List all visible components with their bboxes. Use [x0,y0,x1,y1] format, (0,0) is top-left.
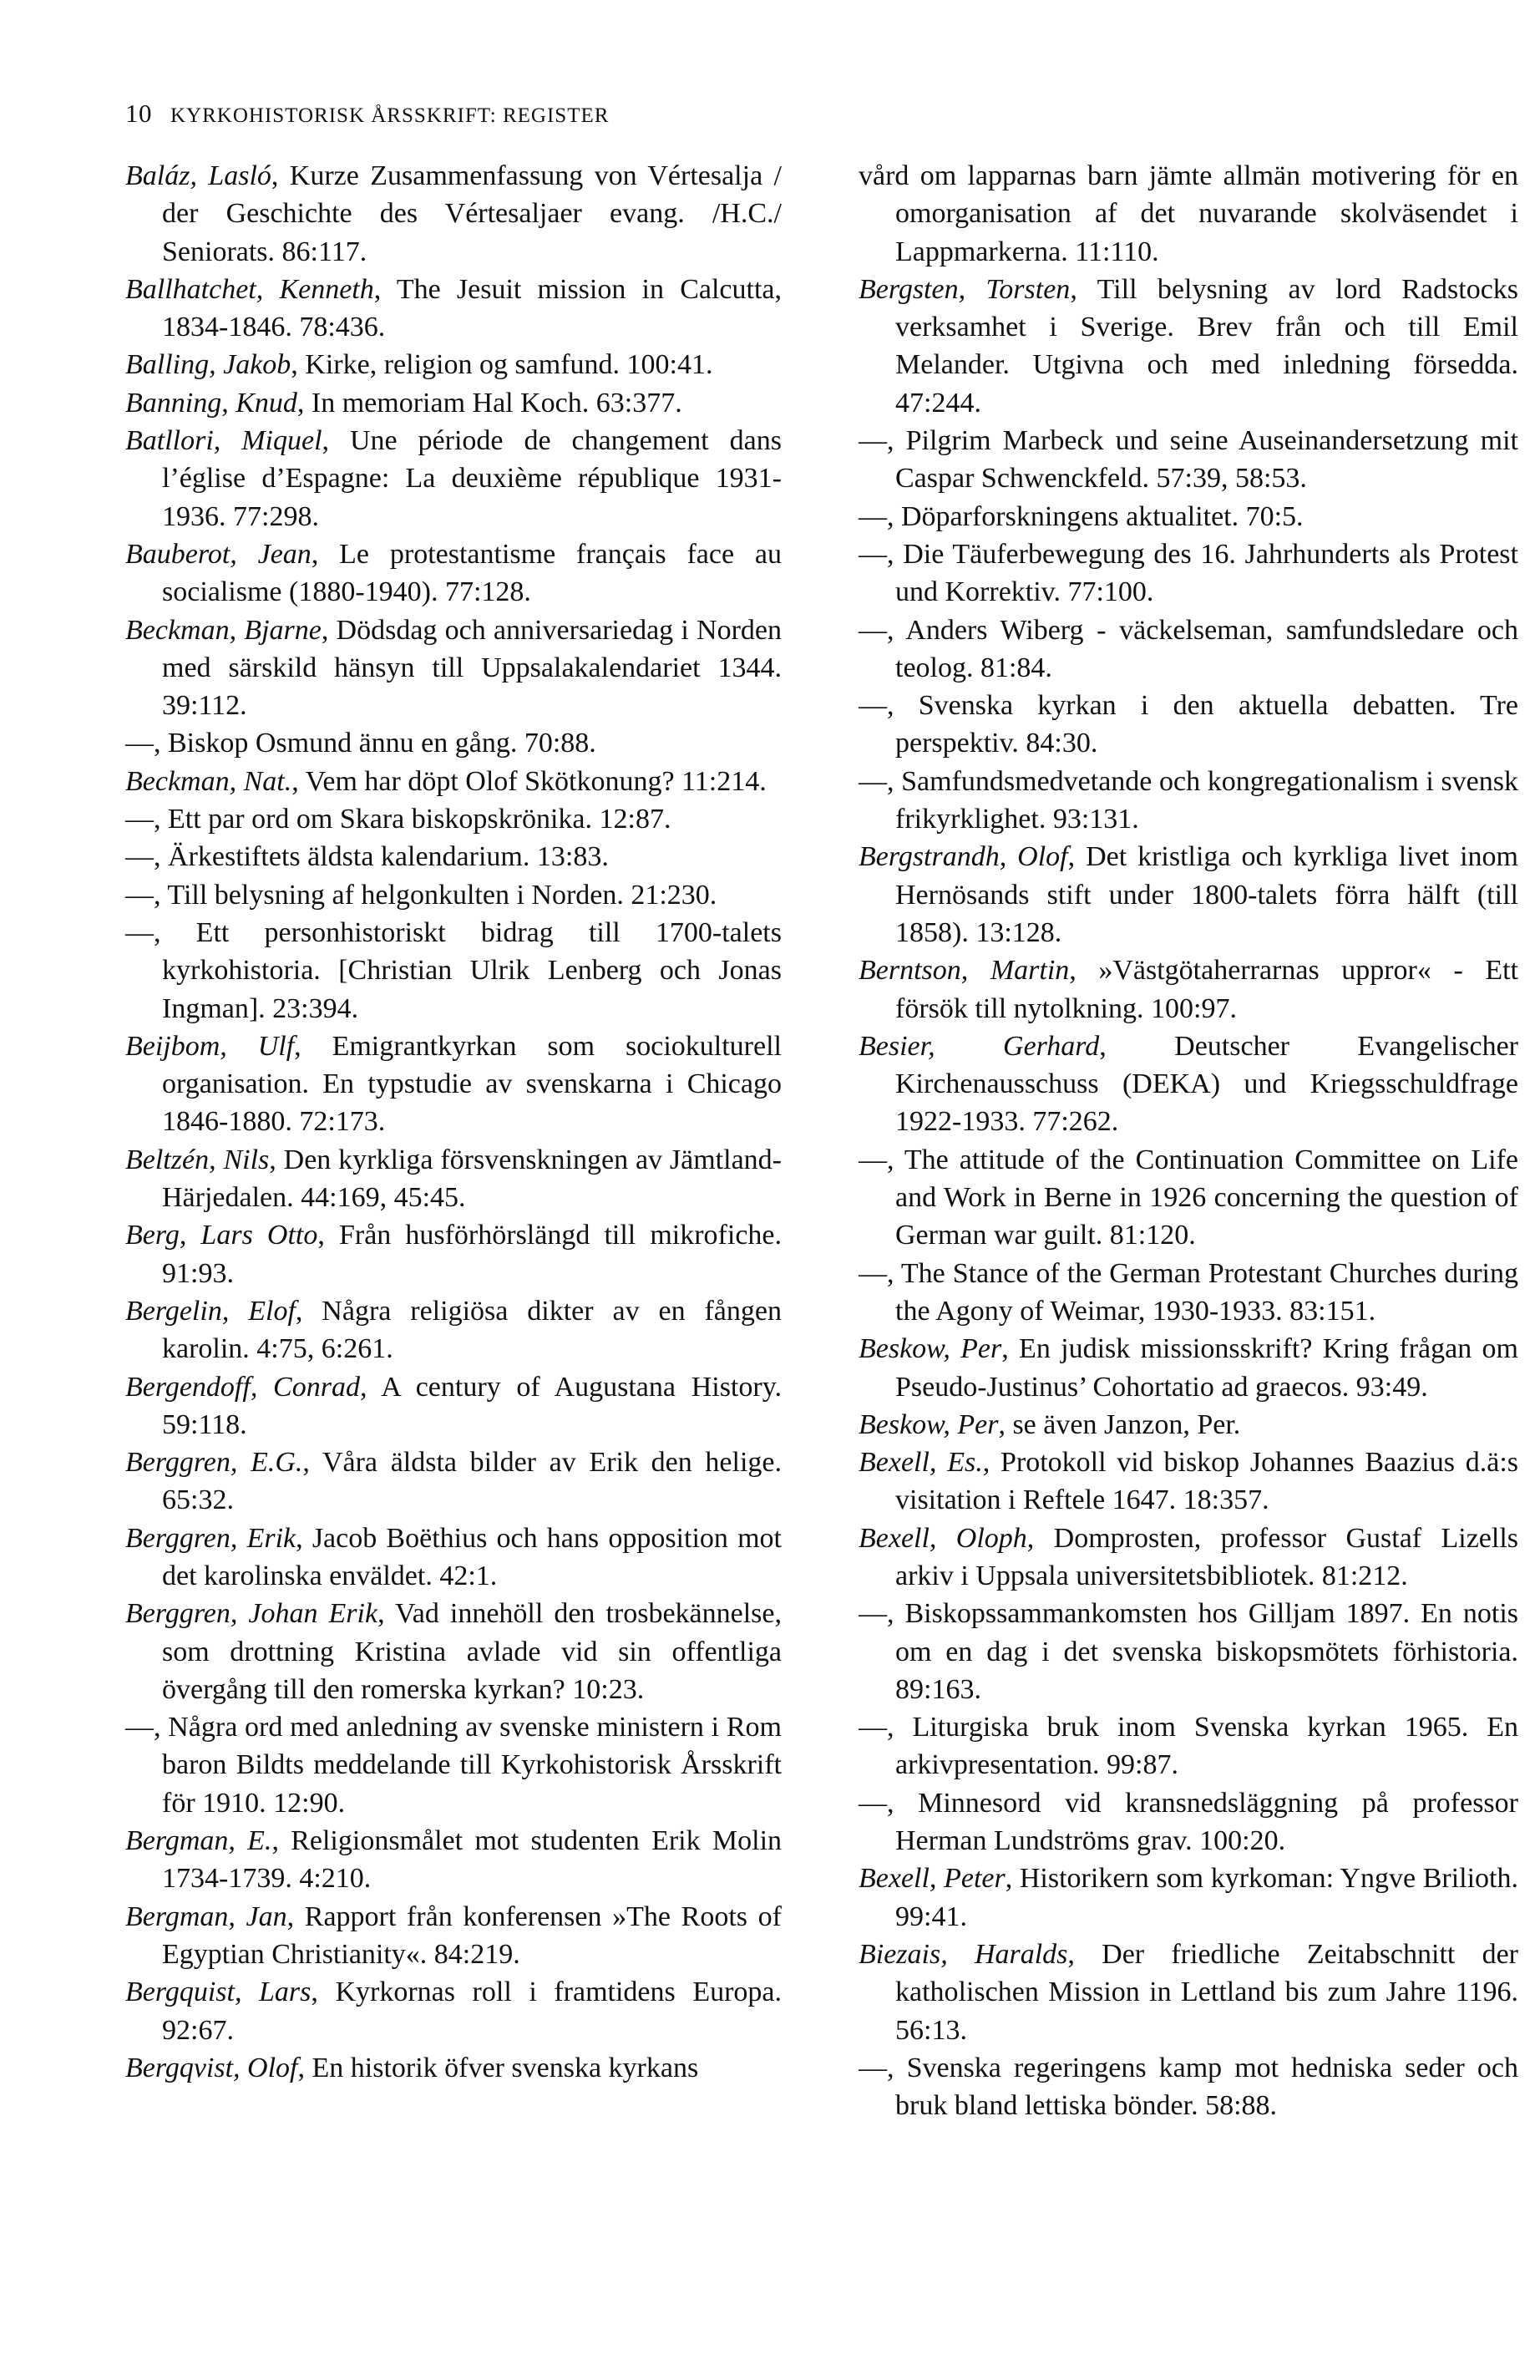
index-entry [859,1708,1518,1784]
index-entry [859,2049,1518,2125]
entry-text: , Till belysning av lord Radstocks verksamhet i Sverige. Brev från och till Emil Melander. Utgivna och med inledning försedda. 47:244. [895,273,1519,419]
entry-author: Biezais, Haralds [859,1938,1068,1970]
entry-text: , Det kristliga och kyrkliga livet inom Hernösands stift under 1800-talets förra hälft (till 1858). 13:128. [895,841,1518,948]
entry-text: —, Ärkestiftets äldsta kalendarium. 13:83. [125,841,609,873]
index-entry [125,2049,782,2087]
entry-text: , »Västgötaherrarnas uppror« - Ett försök till nytolkning. 100:97. [895,955,1518,1024]
entry-author: Besier, Gerhard [859,1030,1100,1062]
index-entry [859,1330,1518,1406]
entry-text: —, Till belysning af helgonkulten i Norden. 21:230. [125,879,717,911]
page-number: 10 [125,99,152,128]
index-entry [125,763,782,800]
entry-text: , Der friedliche Zeitabschnitt der katholischen Mission in Lettland bis zum Jahre 1196. 56:13. [895,1938,1518,2046]
index-entry [859,1444,1518,1520]
index-entry [859,1520,1518,1596]
index-entry [125,1444,782,1520]
entry-text: , Protokoll vid biskop Johannes Baazius d.ä:s visitation i Reftele 1647. 18:357. [895,1447,1518,1516]
entry-text: —, Liturgiska bruk inom Svenska kyrkan 1965. En arkivpresentation. 99:87. [859,1712,1518,1781]
entry-author: Bergqvist, Olof [125,2052,298,2083]
entry-author: Beckman, Nat. [125,765,292,797]
entry-author: Bergstrandh, Olof [859,841,1068,873]
entry-text: , Rapport från konferensen »The Roots of Egyptian Christianity«. 84:219. [162,1900,782,1970]
entry-text: , Några religiösa dikter av en fången karolin. 4:75, 6:261. [162,1295,782,1365]
entry-text: , Vem har döpt Olof Skötkonung? 11:214. [291,765,767,797]
entry-text: , Kirke, religion og samfund. 100:41. [291,349,713,381]
index-entry [859,687,1518,763]
index-entry [125,800,782,838]
index-entry [125,422,782,535]
entry-author: Beskow, Per [859,1333,1002,1365]
running-title: KYRKOHISTORISK ÅRSSKRIFT: REGISTER [170,104,610,127]
index-entry [859,1028,1518,1141]
index-entry [125,611,782,725]
index-entry [125,384,782,422]
entry-author: Bexell, Oloph [859,1522,1027,1554]
index-entry [859,1595,1518,1708]
index-entry [859,1141,1518,1255]
entry-author: Berg, Lars Otto [125,1220,318,1251]
entry-text: —, Die Täuferbewegung des 16. Jahrhunderts als Protest und Korrektiv. 77:100. [859,538,1518,608]
index-entry [125,1141,782,1217]
entry-text: , Domprosten, professor Gustaf Lizells arkiv i Uppsala universitetsbibliotek. 81:212. [895,1522,1518,1591]
index-entry [859,422,1518,498]
index-entry [125,1973,782,2049]
index-entry [125,914,782,1028]
index-entry [859,535,1518,611]
entry-author: Baláz, Lasló [125,160,271,191]
index-entry [859,271,1518,422]
index-entry [125,1708,782,1822]
entry-text: , Kyrkornas roll i framtidens Europa. 92:67. [162,1977,783,2046]
entry-text: , A century of Augustana History. 59:118. [162,1371,782,1440]
left-column [125,157,782,2087]
entry-text: vård om lapparnas barn jämte allmän motivering för en omorganisation af det nuvarande skolväsendet i Lappmarkerna. 11:110. [859,160,1518,267]
index-entry [859,611,1518,688]
entry-author: Balling, Jakob [125,349,291,381]
entry-author: Beltzén, Nils [125,1144,270,1175]
entry-author: Berggren, Johan Erik [125,1598,378,1630]
entry-author: Berntson, Martin [859,955,1070,987]
index-entry [859,1936,1518,2049]
entry-author: Bergendoff, Conrad [125,1371,360,1403]
index-entry [125,1822,782,1898]
index-entry [859,157,1518,271]
entry-author: Bexell, Es. [859,1447,983,1479]
right-column [859,157,1518,2124]
entry-text: , Historikern som kyrkoman: Yngve Brilioth. 99:41. [895,1863,1518,1932]
index-entry [125,1898,782,1974]
index-entry [125,271,782,347]
entry-author: Beskow, Per [859,1408,999,1440]
index-entry [125,535,782,611]
index-entry [859,1406,1518,1444]
entry-author: Beijbom, Ulf [125,1030,295,1062]
entry-text: , Dödsdag och anniversariedag i Norden med särskild hänsyn till Uppsalakalendariet 1344. 39:112. [162,614,782,722]
entry-text: —, Biskopssammankomsten hos Gilljam 1897. En notis om en dag i det svenska biskopsmötets förhistoria. 89:163. [859,1598,1518,1705]
index-entry [125,1368,782,1444]
entry-author: Bexell, Peter [859,1863,1006,1895]
entry-text: , Vad innehöll den trosbekännelse, som drottning Kristina avlade vid sin offentliga övergång till den romerska kyrkan? 10:23. [162,1598,782,1705]
entry-text: —, Ett par ord om Skara biskopskrönika. 12:87. [125,804,671,835]
index-entry [125,876,782,914]
index-entry [125,1028,782,1141]
index-entry [859,1860,1518,1936]
entry-text: —, Samfundsmedvetande och kongregationalism i svensk frikyrklighet. 93:131. [859,765,1518,835]
index-entry [859,498,1518,535]
entry-text: —, The attitude of the Continuation Committee on Life and Work in Berne in 1926 concerning the question of German war guilt. 81:120. [859,1144,1518,1251]
index-entry [125,157,782,271]
entry-author: Bergquist, Lars [125,1977,312,2008]
index-entry [125,346,782,383]
entry-text: —, Biskop Osmund ännu en gång. 70:88. [125,728,596,759]
entry-author: Bergman, E. [125,1825,272,1857]
index-entry [125,838,782,875]
entry-text: —, Några ord med anledning av svenske ministern i Rom baron Bildts meddelande till Kyrkohistorisk Årsskrift för 1910. 12:90. [125,1712,782,1819]
entry-text: , Våra äldsta bilder av Erik den helige. 65:32. [162,1447,782,1516]
index-entry [125,1520,782,1596]
entry-text: , Le protestantisme français face au socialisme (1880-1940). 77:128. [162,538,782,608]
entry-text: —, Döparforskningens aktualitet. 70:5. [859,500,1304,532]
entry-text: —, Minnesord vid kransnedsläggning på professor Herman Lundströms grav. 100:20. [859,1787,1518,1857]
index-entry [859,1784,1518,1860]
entry-text: , Jacob Boëthius och hans opposition mot det karolinska enväldet. 42:1. [162,1522,782,1591]
entry-author: Batllori, Miquel [125,425,322,457]
entry-text: , Kurze Zusammenfassung von Vértesalja / der Geschichte des Vértesaljaer evang. /H.C./ Seniorats. 86:117. [162,160,782,267]
entry-author: Ballhatchet, Kenneth [125,273,374,305]
entry-text: —, Anders Wiberg - väckelseman, samfundsledare och teolog. 81:84. [859,614,1518,683]
entry-text: —, Svenska kyrkan i den aktuella debatten. Tre perspektiv. 84:30. [859,690,1518,759]
entry-text: , Emigrantkyrkan som sociokulturell organisation. En typstudie av svenskarna i Chicago 1846-1880. 72:173. [162,1030,782,1138]
entry-text: —, Svenska regeringens kamp mot hedniska seder och bruk bland lettiska bönder. 58:88. [859,2052,1518,2122]
entry-text: , In memoriam Hal Koch. 63:377. [296,387,682,419]
index-entry [125,1595,782,1708]
entry-author: Banning, Knud [125,387,297,419]
entry-text: —, Ett personhistoriskt bidrag till 1700-talets kyrkohistoria. [Christian Ulrik Lenberg och Jonas Ingman]. 23:394. [125,916,782,1024]
entry-author: Bauberot, Jean [125,538,312,570]
entry-author: Bergsten, Torsten [859,273,1071,305]
entry-text: , Deutscher Evangelischer Kirchenausschuss (DEKA) und Kriegsschuldfrage 1922-1933. 77:262. [895,1030,1518,1138]
index-entry [125,1292,782,1368]
entry-text: —, Pilgrim Marbeck und seine Auseinandersetzung mit Caspar Schwenckfeld. 57:39, 58:53. [859,425,1518,495]
entry-text: , En historik öfver svenska kyrkans [297,2052,699,2083]
entry-author: Beckman, Bjarne [125,614,322,646]
entry-text: , Den kyrkliga försvenskningen av Jämtland-Härjedalen. 44:169, 45:45. [162,1144,782,1214]
entry-text: , Une période de changement dans l’église d’Espagne: La deuxième république 1931-1936. 77:298. [162,425,782,532]
index-entry [859,838,1518,951]
entry-author: Berggren, Erik [125,1522,296,1554]
entry-text: , Från husförhörslängd till mikrofiche. 91:93. [162,1220,782,1289]
entry-text: —, The Stance of the German Protestant Churches during the Agony of Weimar, 1930-1933. 83:151. [859,1257,1518,1327]
entry-author: Bergelin, Elof [125,1295,296,1327]
entry-text: , Religionsmålet mot studenten Erik Molin 1734-1739. 4:210. [162,1825,783,1895]
index-entry [859,1255,1518,1331]
entry-text: , En judisk missionsskrift? Kring frågan om Pseudo-Justinus’ Cohortatio ad graecos. 93:49. [895,1333,1518,1403]
entry-text: , The Jesuit mission in Calcutta, 1834-1846. 78:436. [162,273,782,343]
index-entry [125,1216,782,1292]
index-entry [859,951,1518,1028]
index-entry [125,724,782,762]
index-entry [859,763,1518,839]
entry-author: Berggren, E.G. [125,1447,303,1479]
entry-author: Bergman, Jan [125,1900,287,1932]
entry-text: , se även Janzon, Per. [998,1408,1241,1440]
running-header [125,99,609,129]
